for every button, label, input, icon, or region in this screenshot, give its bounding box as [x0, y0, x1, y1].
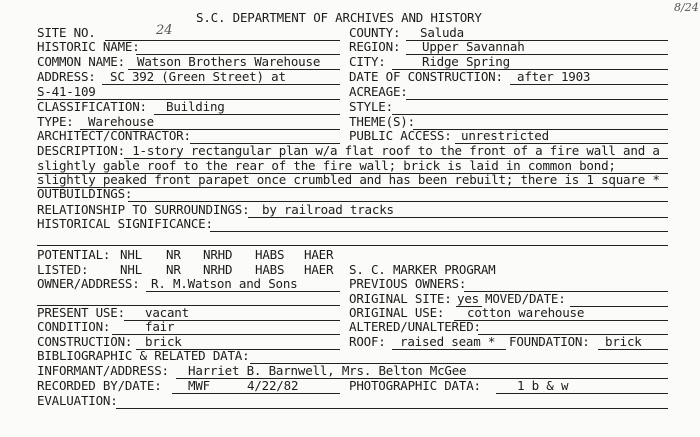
region-label: REGION:	[349, 39, 401, 54]
historic-name-label: HISTORIC NAME:	[37, 39, 140, 54]
common-name-value: Watson Brothers Warehouse	[137, 54, 321, 69]
evaluation-label: EVALUATION:	[37, 393, 118, 408]
present-use-value: vacant	[145, 305, 189, 320]
original-site-value: yes	[457, 291, 479, 306]
owner-label: OWNER/ADDRESS:	[37, 276, 140, 291]
address-value-line2: S-41-109	[37, 84, 96, 99]
listed-haer: HAER	[304, 262, 334, 277]
description-line-3: slightly peaked front parapet once crumbled and has been rebuilt; there is 1 square *	[37, 172, 660, 187]
construction-label: CONSTRUCTION:	[37, 334, 133, 349]
listed-nrhd: NRHD	[203, 262, 233, 277]
type-value: Warehouse	[88, 114, 154, 129]
foundation-line	[598, 349, 668, 350]
listed-label: LISTED:	[37, 262, 89, 277]
owner-value: R. M.Watson and Sons	[151, 276, 298, 291]
classification-value: Building	[166, 99, 225, 114]
site-no-line	[105, 40, 340, 41]
address-line	[102, 84, 340, 85]
relationship-value: by railroad tracks	[262, 202, 394, 217]
condition-value: fair	[145, 319, 175, 334]
outbuildings-label: OUTBUILDINGS:	[37, 186, 133, 201]
present-use-label: PRESENT USE:	[37, 305, 125, 320]
original-use-line	[454, 320, 668, 321]
recorded-by-line	[172, 393, 340, 394]
altered-label: ALTERED/UNALTERED:	[349, 319, 481, 334]
bibliographic-label: BIBLIOGRAPHIC & RELATED DATA:	[37, 348, 250, 363]
common-name-label: COMMON NAME:	[37, 54, 125, 69]
construction-value: brick	[145, 334, 182, 349]
foundation-label: FOUNDATION:	[509, 334, 590, 349]
relationship-label: RELATIONSHIP TO SURROUNDINGS:	[37, 202, 250, 217]
acreage-label: ACREAGE:	[349, 84, 408, 99]
original-use-label: ORIGINAL USE:	[349, 305, 445, 320]
relationship-line	[248, 217, 668, 218]
significance-line-2	[37, 245, 668, 246]
county-label: COUNTY:	[349, 25, 401, 40]
owner-line	[146, 291, 340, 292]
foundation-value: brick	[605, 334, 642, 349]
architect-label: ARCHITECT/CONTRACTOR:	[37, 128, 191, 143]
site-no-value: 24	[156, 23, 173, 38]
roof-line	[392, 349, 506, 350]
roof-value: raised seam *	[400, 334, 496, 349]
potential-label: POTENTIAL:	[37, 247, 111, 262]
evaluation-line	[116, 408, 668, 409]
original-site-label: ORIGINAL SITE:	[349, 291, 452, 306]
description-line-1: DESCRIPTION: 1-story rectangular plan w/a flat roof to the front of a fire wall and a	[37, 143, 660, 158]
handwritten-corner-note: 8/24	[674, 1, 699, 14]
type-label: TYPE:	[37, 114, 74, 129]
acreage-line	[406, 99, 668, 100]
marker-program-label: S. C. MARKER PROGRAM	[349, 262, 496, 277]
address-value: SC 392 (Green Street) at	[110, 69, 286, 84]
potential-nr: NR	[166, 247, 181, 262]
style-label: STYLE:	[349, 99, 393, 114]
potential-nrhd: NRHD	[203, 247, 233, 262]
informant-label: INFORMANT/ADDRESS:	[37, 363, 169, 378]
recorded-date-value: 4/22/82	[247, 378, 299, 393]
description-line-2: slightly gable roof to the rear of the fire wall; brick is laid in common bond;	[37, 158, 616, 173]
informant-value: Harriet B. Barnwell, Mrs. Belton McGee	[188, 363, 467, 378]
photographic-value: 1 b & w	[517, 378, 569, 393]
potential-haer: HAER	[304, 247, 334, 262]
county-value: Saluda	[420, 25, 464, 40]
recorded-by-label: RECORDED BY/DATE:	[37, 378, 162, 393]
listed-habs: HABS	[255, 262, 285, 277]
listed-nr: NR	[166, 262, 181, 277]
photographic-label: PHOTOGRAPHIC DATA:	[349, 378, 481, 393]
moved-date-label: MOVED/DATE:	[485, 291, 566, 306]
address-label: ADDRESS:	[37, 69, 96, 84]
style-line	[392, 114, 668, 115]
original-use-value: cotton warehouse	[467, 305, 585, 320]
significance-label: HISTORICAL SIGNIFICANCE:	[37, 216, 213, 231]
themes-label: THEME(S):	[349, 114, 415, 129]
date-of-construction-value: after 1903	[517, 69, 591, 84]
public-access-value: unrestricted	[461, 128, 549, 143]
recorded-by-value: MWF	[188, 378, 210, 393]
listed-nhl: NHL	[120, 262, 142, 277]
site-no-label: SITE NO.	[37, 25, 96, 40]
potential-nhl: NHL	[120, 247, 142, 262]
classification-label: CLASSIFICATION:	[37, 99, 147, 114]
classification-line	[154, 114, 340, 115]
city-value: Ridge Spring	[422, 54, 510, 69]
public-access-label: PUBLIC ACCESS:	[349, 128, 452, 143]
roof-label: ROOF:	[349, 334, 386, 349]
form-title: S.C. DEPARTMENT OF ARCHIVES AND HISTORY	[196, 10, 482, 25]
significance-line	[210, 231, 668, 232]
date-of-construction-label: DATE OF CONSTRUCTION:	[349, 69, 503, 84]
date-of-construction-line	[510, 84, 668, 85]
condition-label: CONDITION:	[37, 319, 111, 334]
previous-owners-label: PREVIOUS OWNERS:	[349, 276, 467, 291]
moved-date-line	[570, 306, 668, 307]
region-value: Upper Savannah	[422, 39, 525, 54]
photographic-line	[496, 393, 668, 394]
potential-habs: HABS	[255, 247, 285, 262]
city-label: CITY:	[349, 54, 386, 69]
